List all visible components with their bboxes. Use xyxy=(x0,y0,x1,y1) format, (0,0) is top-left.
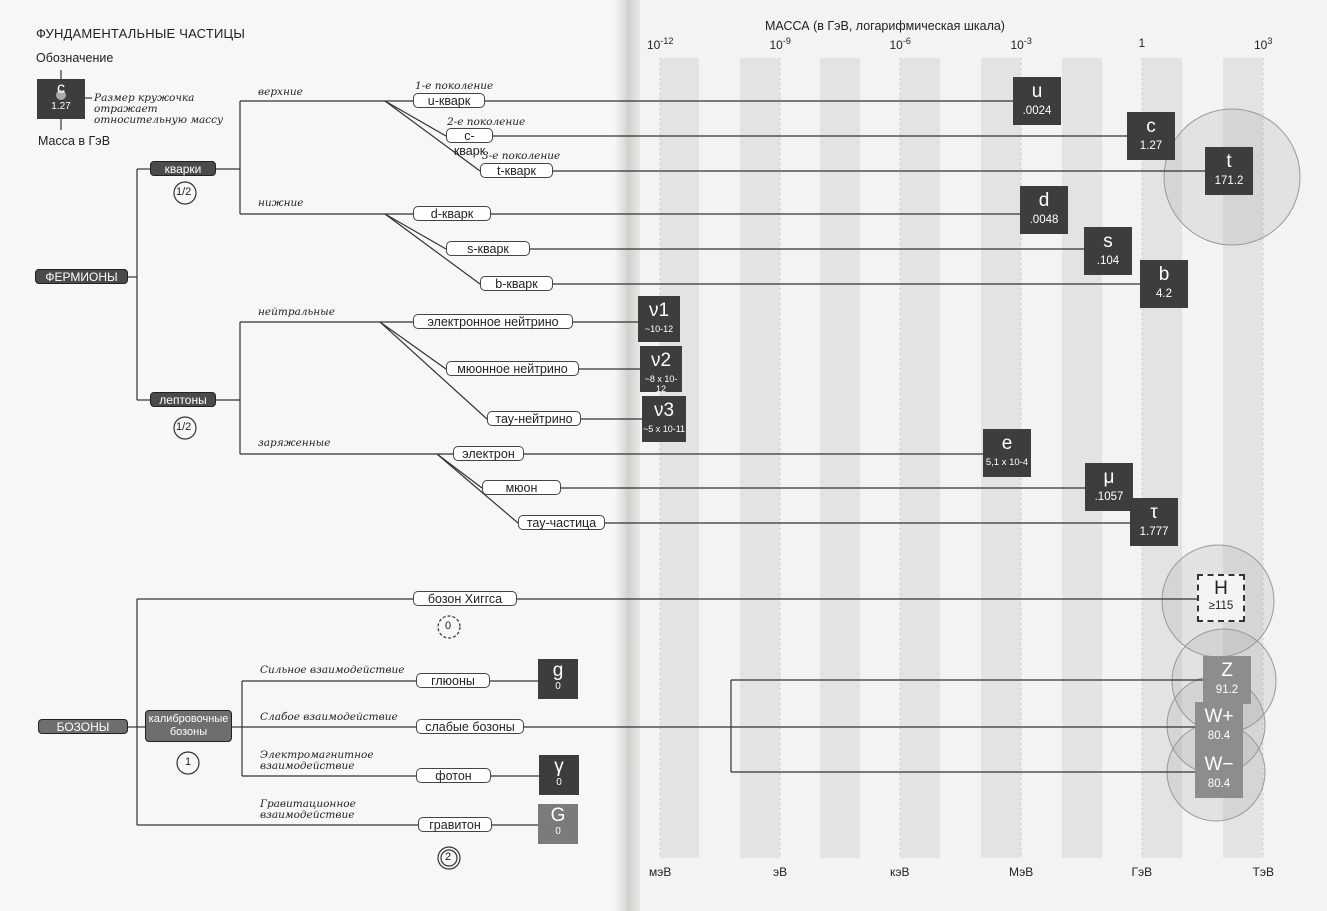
electron-neutrino-box xyxy=(638,296,680,342)
graviton-box xyxy=(538,804,578,844)
u-quark-box xyxy=(1013,77,1061,125)
muon-neutrino-symbol: ν2 xyxy=(650,350,672,371)
generation-1: 1-е поколение xyxy=(415,80,494,92)
strong-label: Сильное взаимодействие xyxy=(260,664,405,676)
photon-label: фотон xyxy=(416,768,491,783)
graviton-label: гравитон xyxy=(418,817,492,832)
s-quark-mass: .104 xyxy=(1096,255,1120,267)
upper-label: верхние xyxy=(258,86,303,98)
electron-neutrino-label: электронное нейтрино xyxy=(413,314,573,329)
electron-box xyxy=(983,429,1031,477)
axis-bottom-unit: эВ xyxy=(773,865,788,879)
tau-box xyxy=(1130,498,1178,546)
z-boson-symbol: Z xyxy=(1221,660,1233,681)
muon-neutrino-label: мюонное нейтрино xyxy=(446,361,579,376)
weak-bosons-label: слабые бозоны xyxy=(416,719,524,734)
muon-neutrino-mass: ~8 x 10-12 xyxy=(644,374,678,394)
electron-label: электрон xyxy=(453,446,524,461)
d-quark-mass: .0048 xyxy=(1029,214,1059,226)
u-quark-symbol: u xyxy=(1031,81,1043,102)
legend-designation: Обозначение xyxy=(36,51,114,65)
leptons-spin: 1/2 xyxy=(176,421,192,433)
higgs-mass: ≥115 xyxy=(1208,600,1234,612)
w-plus-box xyxy=(1195,702,1243,750)
u-quark-label: u-кварк xyxy=(413,93,485,108)
page-title: ФУНДАМЕНТАЛЬНЫЕ ЧАСТИЦЫ xyxy=(36,26,246,41)
z-boson-mass: 91.2 xyxy=(1215,684,1239,696)
muon-mass: .1057 xyxy=(1094,491,1124,503)
legend-size-note: Размер кружочка отражает относительную массу xyxy=(94,92,224,126)
w-minus-mass: 80.4 xyxy=(1207,778,1231,790)
t-quark-box xyxy=(1205,147,1253,195)
neutral-label: нейтральные xyxy=(258,306,335,318)
quarks-label: кварки xyxy=(150,161,216,176)
lower-label: нижние xyxy=(258,197,304,209)
tau-symbol: τ xyxy=(1150,502,1158,523)
higgs-label: бозон Хиггса xyxy=(413,591,517,606)
photon-symbol: γ xyxy=(554,756,564,777)
em-label: Электромагнитное взаимодействие xyxy=(260,749,374,772)
u-quark-mass: .0024 xyxy=(1022,105,1052,117)
w-plus-mass: 80.4 xyxy=(1207,730,1231,742)
d-quark-label: d-кварк xyxy=(413,206,491,221)
s-quark-box xyxy=(1084,227,1132,275)
b-quark-symbol: b xyxy=(1158,264,1170,285)
tau-neutrino-label: тау-нейтрино xyxy=(487,411,581,426)
legend-sample-symbol: c xyxy=(57,80,65,97)
z-boson-box xyxy=(1203,656,1251,704)
photon-mass: 0 xyxy=(556,777,562,788)
muon-neutrino-box xyxy=(640,346,682,392)
gauge-spin: 1 xyxy=(185,756,192,768)
t-quark-symbol: t xyxy=(1226,151,1232,172)
tau-neutrino-mass: ~5 x 10-11 xyxy=(642,424,686,434)
c-quark-label: c-кварк xyxy=(446,128,493,143)
c-quark-box xyxy=(1127,112,1175,160)
charged-label: заряженные xyxy=(258,437,331,449)
w-minus-box xyxy=(1195,750,1243,798)
c-quark-mass: 1.27 xyxy=(1139,140,1163,152)
muon-box xyxy=(1085,463,1133,511)
legend-sample-mass: 1.27 xyxy=(51,101,71,112)
d-quark-symbol: d xyxy=(1038,190,1050,211)
axis-bottom-unit: кэВ xyxy=(890,865,910,879)
gluon-mass: 0 xyxy=(555,681,561,692)
tau-label: тау-частица xyxy=(518,515,605,530)
generation-2: 2-е поколение xyxy=(447,116,526,128)
higgs-symbol: H xyxy=(1214,578,1228,599)
s-quark-symbol: s xyxy=(1103,231,1113,252)
gluon-box xyxy=(538,659,578,699)
axis-bottom-unit: мэВ xyxy=(649,865,672,879)
electron-symbol: e xyxy=(1001,433,1013,454)
d-quark-box xyxy=(1020,186,1068,234)
axis-top-tick: $10^{-6}$ xyxy=(889,36,911,52)
w-minus-symbol: W− xyxy=(1204,754,1234,775)
axis-top-tick: $10^{-12}$ xyxy=(647,36,674,52)
axis-top-tick: $10^{-9}$ xyxy=(769,36,791,52)
axis-top-tick: $10^{-3}$ xyxy=(1010,36,1032,52)
muon-label: мюон xyxy=(482,480,561,495)
electron-mass: 5,1 x 10-4 xyxy=(985,457,1029,468)
generation-3: 3-е поколение xyxy=(482,150,561,162)
s-quark-label: s-кварк xyxy=(446,241,530,256)
t-quark-mass: 171.2 xyxy=(1214,175,1244,187)
fermions-label: ФЕРМИОНЫ xyxy=(35,269,128,284)
electron-neutrino-mass: ~10-12 xyxy=(644,324,674,334)
weak-label: Слабое взаимодействие xyxy=(260,711,398,723)
bosons-label: БОЗОНЫ xyxy=(38,719,128,734)
tau-neutrino-box xyxy=(642,396,686,442)
axis-top-tick: $10^3$ xyxy=(1254,36,1273,52)
b-quark-mass: 4.2 xyxy=(1156,288,1172,300)
higgs-box xyxy=(1197,574,1245,622)
tau-mass: 1.777 xyxy=(1139,526,1169,538)
b-quark-box xyxy=(1140,260,1188,308)
electron-neutrino-symbol: ν1 xyxy=(648,300,670,321)
photon-box xyxy=(539,755,579,795)
gauge-bosons-label: калибровочные бозоны xyxy=(145,710,232,742)
higgs-spin: 0 xyxy=(445,620,452,632)
graviton-mass: 0 xyxy=(555,826,561,837)
tau-neutrino-symbol: ν3 xyxy=(653,400,675,421)
b-quark-label: b-кварк xyxy=(480,276,553,291)
tree-connectors xyxy=(61,70,1205,825)
grav-label: Гравитационное взаимодействие xyxy=(260,798,356,821)
t-quark-label: t-кварк xyxy=(480,163,553,178)
axis-top-tick: 1 xyxy=(1138,36,1146,50)
muon-symbol: μ xyxy=(1103,467,1115,488)
graviton-spin: 2 xyxy=(445,851,452,863)
gluons-label: глюоны xyxy=(416,673,490,688)
quarks-spin: 1/2 xyxy=(176,186,192,198)
legend-mass-label: Масса в ГэВ xyxy=(38,134,111,148)
w-plus-symbol: W+ xyxy=(1204,706,1234,727)
leptons-label: лептоны xyxy=(150,392,216,407)
gluon-symbol: g xyxy=(552,660,564,681)
axis-bottom-unit: ГэВ xyxy=(1131,865,1153,879)
graviton-symbol: G xyxy=(550,805,566,826)
axis-title: МАССА (в ГэВ, логарифмическая шкала) xyxy=(765,19,1005,33)
c-quark-symbol: c xyxy=(1146,116,1156,137)
legend-sample-box xyxy=(37,79,85,119)
axis-bottom-unit: МэВ xyxy=(1009,865,1034,879)
axis-bottom-unit: ТэВ xyxy=(1252,865,1274,879)
